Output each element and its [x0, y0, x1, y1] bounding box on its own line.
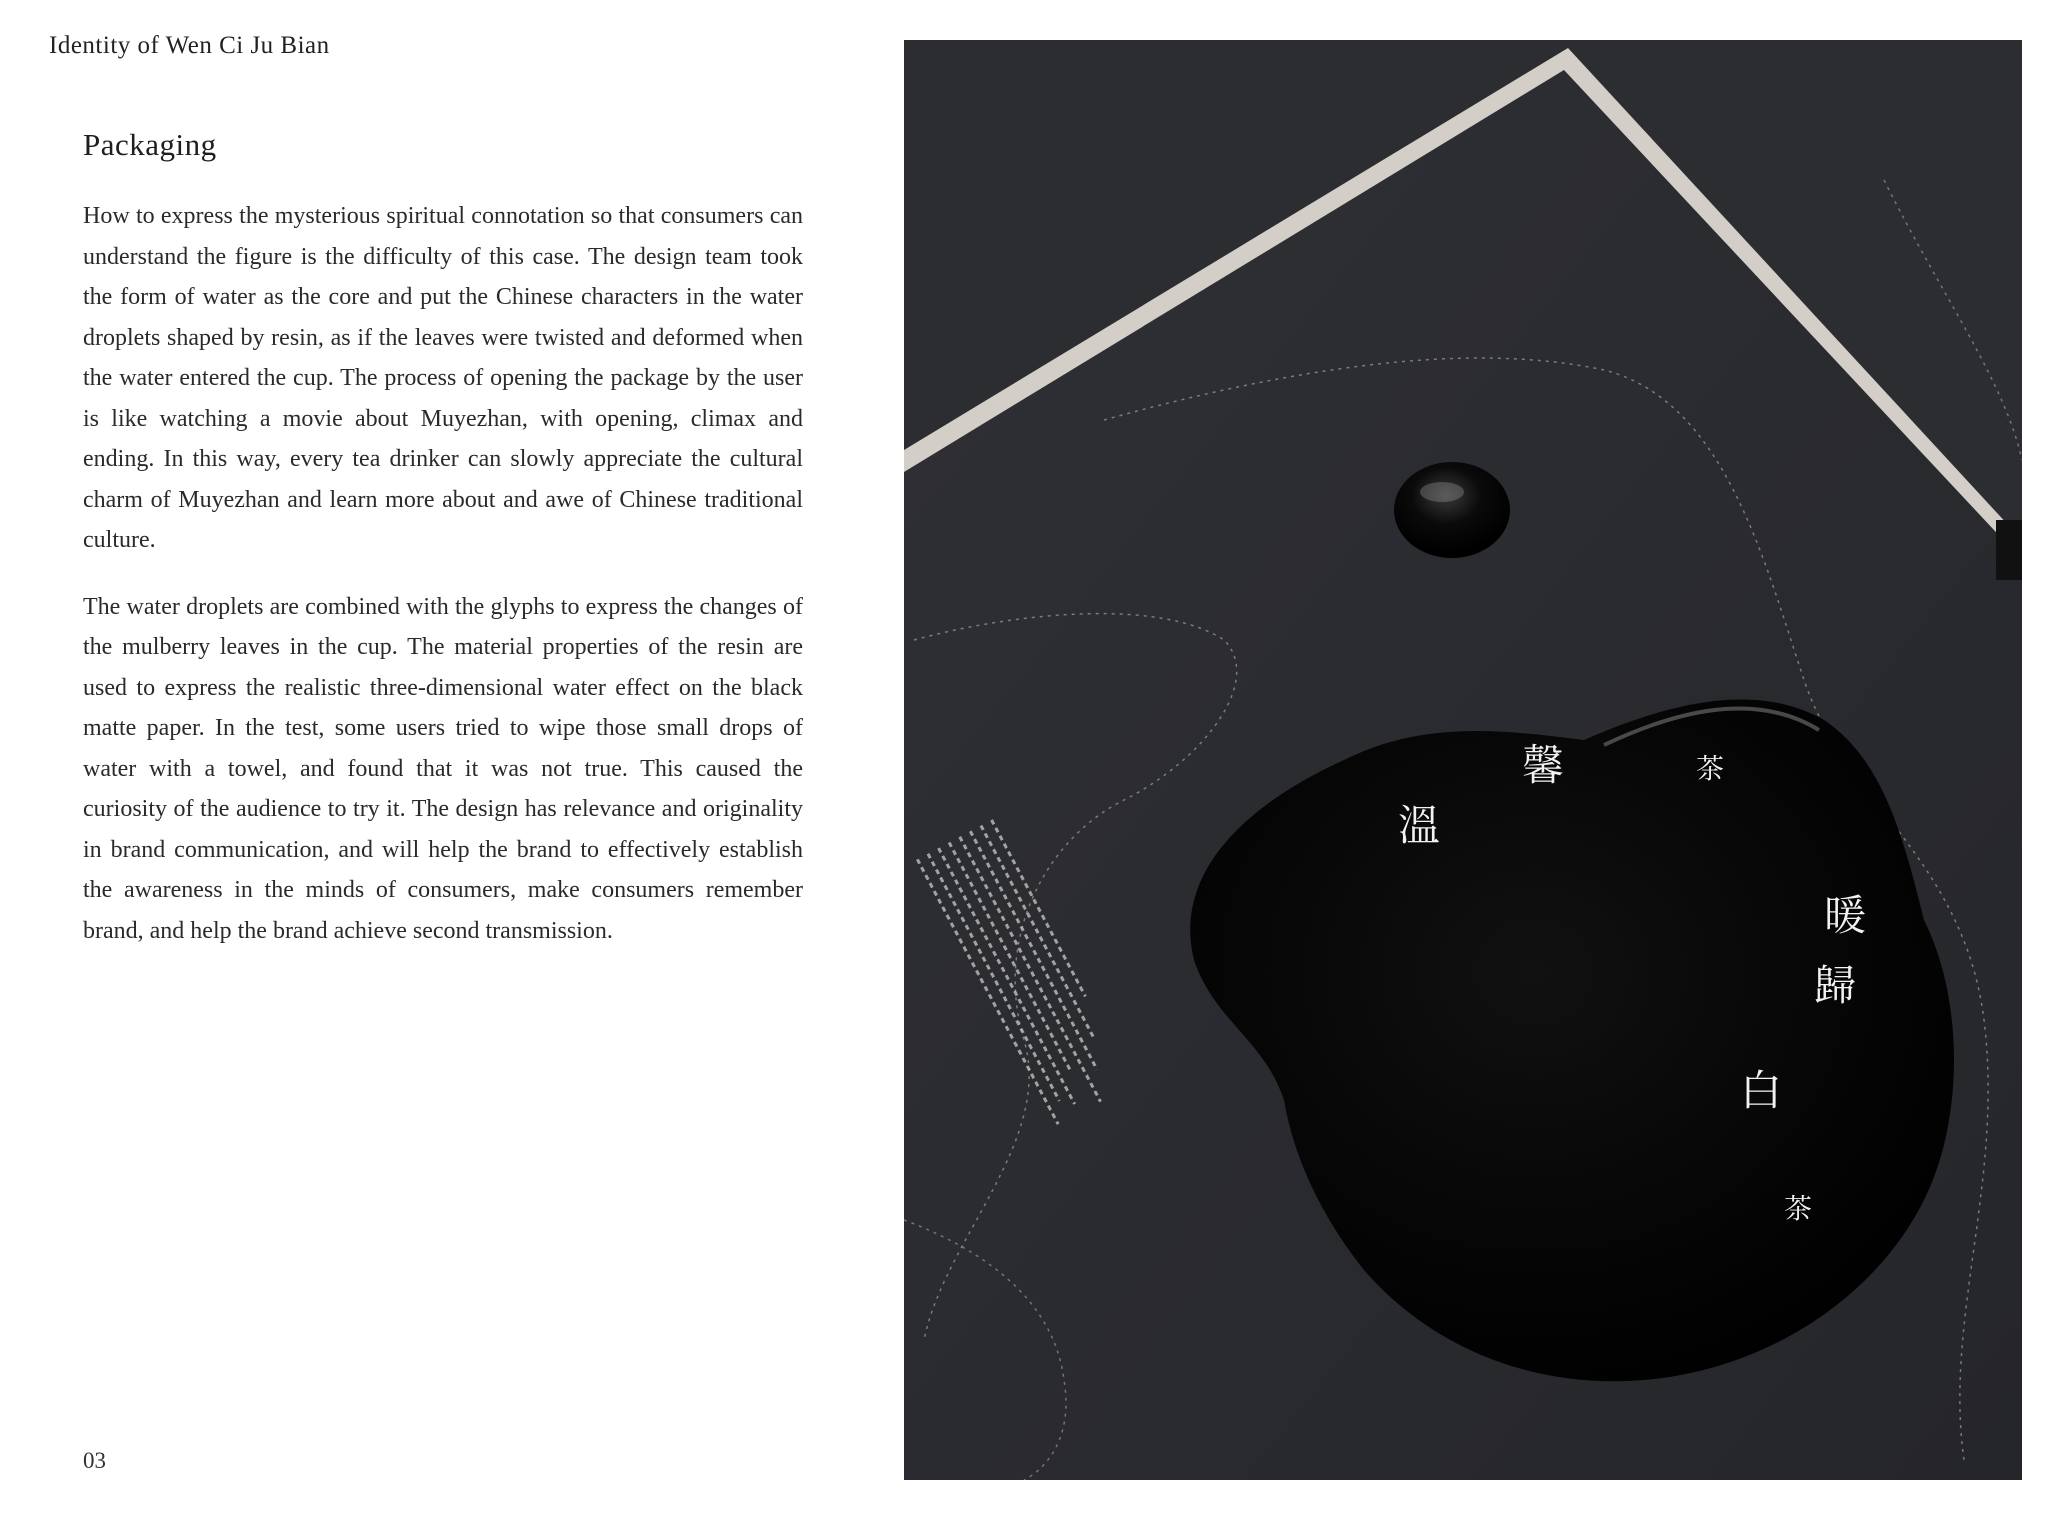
small-resin-drop — [1394, 462, 1510, 558]
page-number: 03 — [83, 1448, 106, 1473]
glyph-character: 茶 — [1696, 752, 1725, 785]
body-text — [83, 196, 803, 977]
drop-highlight — [1420, 482, 1464, 502]
glyph-character: 白 — [1740, 1066, 1783, 1115]
product-photo — [904, 40, 2022, 1480]
section-title: Packaging — [83, 127, 217, 162]
box-edge-strip — [1996, 520, 2022, 580]
glyph-character: 茶 — [1784, 1192, 1813, 1225]
glyph-character: 溫 — [1398, 801, 1441, 850]
glyph-character: 馨 — [1522, 741, 1565, 790]
paragraph-1: How to express the mysterious spiritual connotation so that consumers can understand the figure is the difficulty of this case. The design team took the form of water as the core and put the Chinese characters in the water droplets shaped by resin, as if the leaves were twisted and deformed when the water entered the cup. The process of opening the package by the user is like watching a movie about Muyezhan, with opening, climax and ending. In this way, every tea drinker can slowly appreciate the cultural charm of Muyezhan and learn more about and awe of Chinese traditional culture. — [83, 203, 803, 553]
paragraph-2: The water droplets are combined with the glyphs to express the changes of the mulberry leaves in the cup. The material properties of the resin are used to express the realistic three-dimensional water effect on the black matte paper. In the test, some users tried to wipe those small drops of water with a towel, and found that it was not true. This caused the curiosity of the audience to try it. The design has relevance and originality in brand communication, and will help the brand to effectively establish the awareness in the minds of consumers, make consumers remember brand, and help the brand achieve second transmission. — [83, 593, 803, 944]
running-head: Identity of Wen Ci Ju Bian — [49, 32, 330, 59]
glyph-character: 暖 — [1824, 891, 1867, 940]
packaging-illustration — [904, 40, 2022, 1480]
glyph-character: 歸 — [1814, 961, 1857, 1010]
